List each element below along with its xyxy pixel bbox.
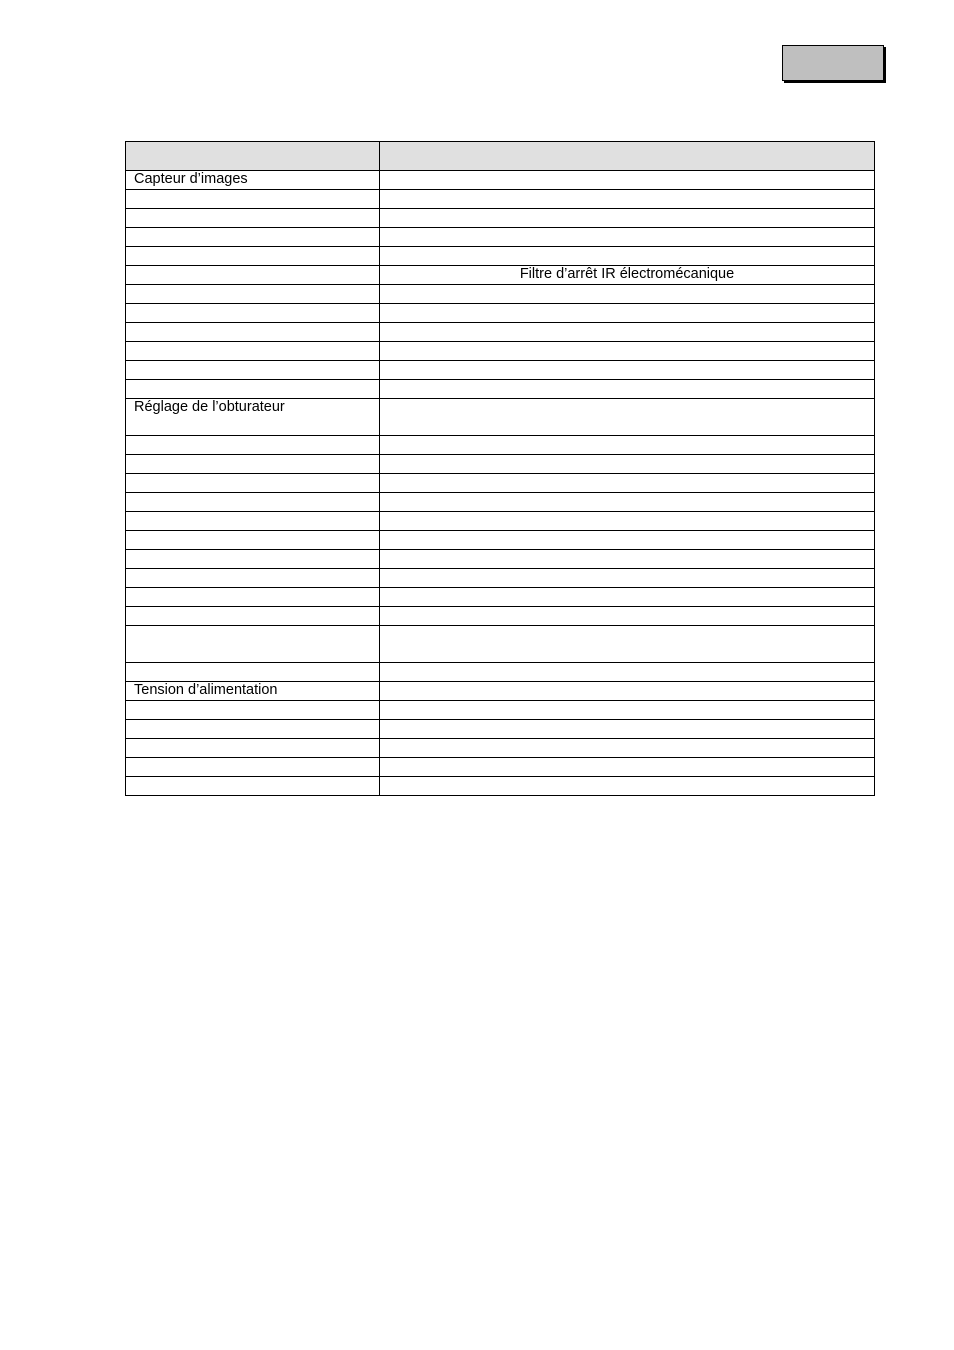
spec-value-cell: Filtre d’arrêt IR électromécanique xyxy=(380,266,875,285)
spec-value-cell xyxy=(380,285,875,304)
spec-value-cell xyxy=(380,720,875,739)
table-row xyxy=(126,436,875,455)
spec-label-cell xyxy=(126,247,380,266)
spec-label-cell xyxy=(126,323,380,342)
spec-value-cell xyxy=(380,228,875,247)
spec-label-cell xyxy=(126,550,380,569)
spec-value-cell xyxy=(380,739,875,758)
header-cell-value xyxy=(380,142,875,171)
spec-label-cell xyxy=(126,626,380,663)
spec-value-cell xyxy=(380,758,875,777)
table-row xyxy=(126,455,875,474)
table-row xyxy=(126,285,875,304)
spec-label-cell xyxy=(126,531,380,550)
spec-label-cell xyxy=(126,285,380,304)
table-row xyxy=(126,588,875,607)
table-row xyxy=(126,512,875,531)
table-row xyxy=(126,493,875,512)
table-row xyxy=(126,304,875,323)
spec-value-cell xyxy=(380,399,875,436)
spec-label-cell xyxy=(126,228,380,247)
spec-value-cell xyxy=(380,474,875,493)
spec-label-cell xyxy=(126,474,380,493)
spec-value-cell xyxy=(380,342,875,361)
spec-label-cell: Capteur d’images xyxy=(126,171,380,190)
table-row xyxy=(126,531,875,550)
table-header-row xyxy=(126,142,875,171)
spec-label-cell xyxy=(126,739,380,758)
table-row xyxy=(126,474,875,493)
spec-label-cell xyxy=(126,720,380,739)
spec-value-cell xyxy=(380,493,875,512)
table-row xyxy=(126,607,875,626)
spec-label-cell xyxy=(126,777,380,796)
table-row xyxy=(126,701,875,720)
table-row xyxy=(126,228,875,247)
spec-value-cell xyxy=(380,304,875,323)
spec-value-cell xyxy=(380,436,875,455)
spec-label-cell xyxy=(126,361,380,380)
spec-value-cell xyxy=(380,550,875,569)
spec-label-cell xyxy=(126,663,380,682)
table-row xyxy=(126,682,875,701)
spec-value-cell xyxy=(380,777,875,796)
spec-value-cell xyxy=(380,682,875,701)
spec-label-cell xyxy=(126,607,380,626)
spec-value-cell xyxy=(380,190,875,209)
spec-label-cell xyxy=(126,190,380,209)
spec-table xyxy=(125,141,875,796)
spec-value-cell xyxy=(380,569,875,588)
table-row xyxy=(126,171,875,190)
table-row xyxy=(126,247,875,266)
spec-table-body xyxy=(126,171,875,796)
spec-label-cell xyxy=(126,266,380,285)
spec-value-cell xyxy=(380,455,875,474)
table-row xyxy=(126,266,875,285)
spec-label-cell xyxy=(126,436,380,455)
table-row xyxy=(126,626,875,663)
spec-label-cell xyxy=(126,701,380,720)
spec-label-cell: Tension d’alimentation xyxy=(126,682,380,701)
spec-value-cell xyxy=(380,380,875,399)
spec-value-cell xyxy=(380,626,875,663)
language-tab-box xyxy=(782,45,884,81)
spec-label-cell xyxy=(126,569,380,588)
spec-label-cell xyxy=(126,209,380,228)
spec-value-cell xyxy=(380,607,875,626)
table-row xyxy=(126,663,875,682)
table-row xyxy=(126,190,875,209)
spec-label-cell xyxy=(126,588,380,607)
spec-value-cell xyxy=(380,247,875,266)
spec-value-cell xyxy=(380,531,875,550)
spec-value-cell xyxy=(380,361,875,380)
table-row xyxy=(126,739,875,758)
spec-label-cell xyxy=(126,455,380,474)
table-row xyxy=(126,361,875,380)
spec-label-cell xyxy=(126,380,380,399)
spec-label-cell xyxy=(126,304,380,323)
spec-label-cell xyxy=(126,342,380,361)
table-row xyxy=(126,209,875,228)
spec-label-cell xyxy=(126,512,380,531)
table-row xyxy=(126,720,875,739)
spec-value-cell xyxy=(380,209,875,228)
spec-value-cell xyxy=(380,663,875,682)
spec-value-cell xyxy=(380,171,875,190)
header-cell-label xyxy=(126,142,380,171)
spec-value-cell xyxy=(380,323,875,342)
spec-label-cell: Réglage de l’obturateur xyxy=(126,399,380,436)
table-row xyxy=(126,550,875,569)
table-row xyxy=(126,342,875,361)
table-row xyxy=(126,569,875,588)
spec-value-cell xyxy=(380,512,875,531)
spec-value-cell xyxy=(380,588,875,607)
spec-label-cell xyxy=(126,758,380,777)
table-row xyxy=(126,380,875,399)
table-row xyxy=(126,399,875,436)
table-row xyxy=(126,323,875,342)
table-row xyxy=(126,777,875,796)
spec-label-cell xyxy=(126,493,380,512)
spec-value-cell xyxy=(380,701,875,720)
table-row xyxy=(126,758,875,777)
